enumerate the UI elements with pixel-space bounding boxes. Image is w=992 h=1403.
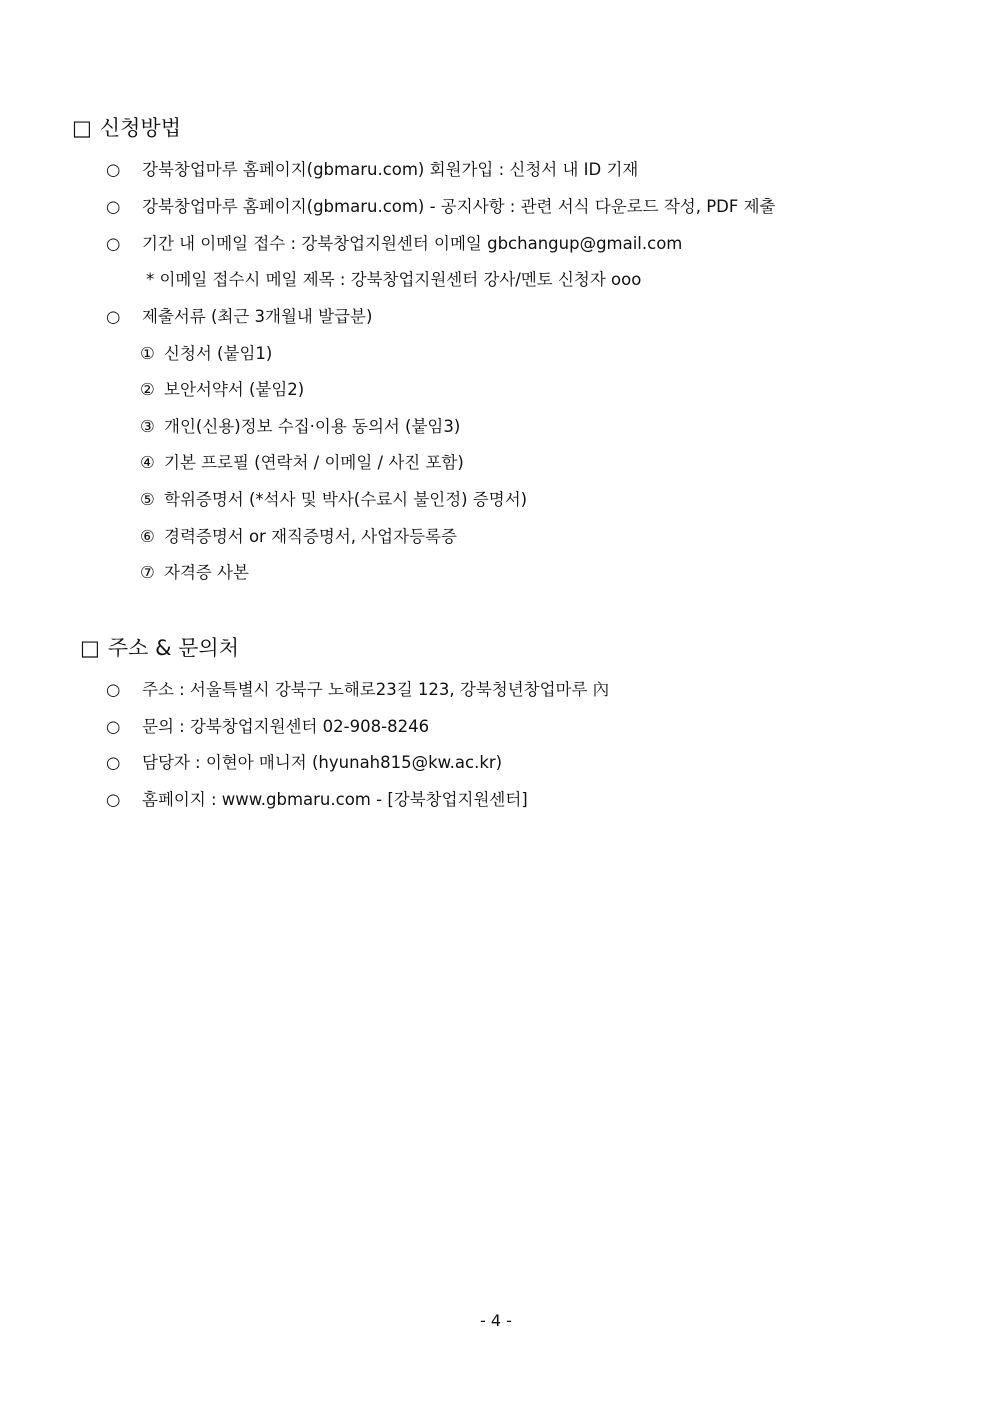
document-number: ⑦ bbox=[140, 563, 155, 582]
section-title: 주소 & 문의처 bbox=[107, 636, 239, 660]
document-text: 보안서약서 (붙임2) bbox=[164, 380, 305, 399]
list-item-text: 강북창업마루 홈페이지(gbmaru.com) 회원가입 : 신청서 내 ID 기재 bbox=[142, 160, 639, 179]
circle-bullet-icon: ○ bbox=[106, 680, 121, 699]
checkbox-square-icon: □ bbox=[72, 116, 92, 140]
document-number: ③ bbox=[140, 417, 155, 436]
document-text: 기본 프로필 (연락처 / 이메일 / 사진 포함) bbox=[164, 453, 464, 472]
document-number: ⑤ bbox=[140, 490, 155, 509]
page-number: - 4 - bbox=[480, 1311, 512, 1330]
circle-bullet-icon: ○ bbox=[106, 197, 121, 216]
list-item-text: 기간 내 이메일 접수 : 강북창업지원센터 이메일 gbchangup@gmail.com bbox=[142, 234, 683, 253]
homepage-text: 홈페이지 : www.gbmaru.com - [강북창업지원센터] bbox=[142, 790, 528, 809]
circle-bullet-icon: ○ bbox=[106, 753, 121, 772]
document-text: 개인(신용)정보 수집·이용 동의서 (붙임3) bbox=[164, 417, 461, 436]
list-item-text: 강북창업마루 홈페이지(gbmaru.com) - 공지사항 : 관련 서식 다운로드 작성, PDF 제출 bbox=[142, 197, 776, 216]
circle-bullet-icon: ○ bbox=[106, 717, 121, 736]
circle-bullet-icon: ○ bbox=[106, 790, 121, 809]
address-text: 주소 : 서울특별시 강북구 노해로23길 123, 강북청년창업마루 內 bbox=[142, 680, 610, 699]
section-heading-application bbox=[72, 114, 181, 142]
section-heading-contact bbox=[80, 634, 239, 662]
inquiry-text: 문의 : 강북창업지원센터 02-908-8246 bbox=[142, 717, 430, 736]
document-text: 신청서 (붙임1) bbox=[164, 344, 273, 363]
document-text: 학위증명서 (*석사 및 박사(수료시 불인정) 증명서) bbox=[164, 490, 528, 509]
circle-bullet-icon: ○ bbox=[106, 307, 121, 326]
checkbox-square-icon: □ bbox=[80, 636, 100, 660]
document-text: 자격증 사본 bbox=[164, 563, 249, 582]
document-number: ② bbox=[140, 380, 155, 399]
document-number: ⑥ bbox=[140, 527, 155, 546]
document-number: ④ bbox=[140, 453, 155, 472]
email-subject-note: * 이메일 접수시 메일 제목 : 강북창업지원센터 강사/멘토 신청자 ooo bbox=[146, 270, 642, 289]
document-number: ① bbox=[140, 344, 155, 363]
circle-bullet-icon: ○ bbox=[106, 160, 121, 179]
documents-title: 제출서류 (최근 3개월내 발급분) bbox=[142, 307, 373, 326]
section-title: 신청방법 bbox=[99, 116, 181, 140]
manager-text: 담당자 : 이현아 매니저 (hyunah815@kw.ac.kr) bbox=[142, 753, 503, 772]
document-text: 경력증명서 or 재직증명서, 사업자등록증 bbox=[164, 527, 457, 546]
circle-bullet-icon: ○ bbox=[106, 234, 121, 253]
